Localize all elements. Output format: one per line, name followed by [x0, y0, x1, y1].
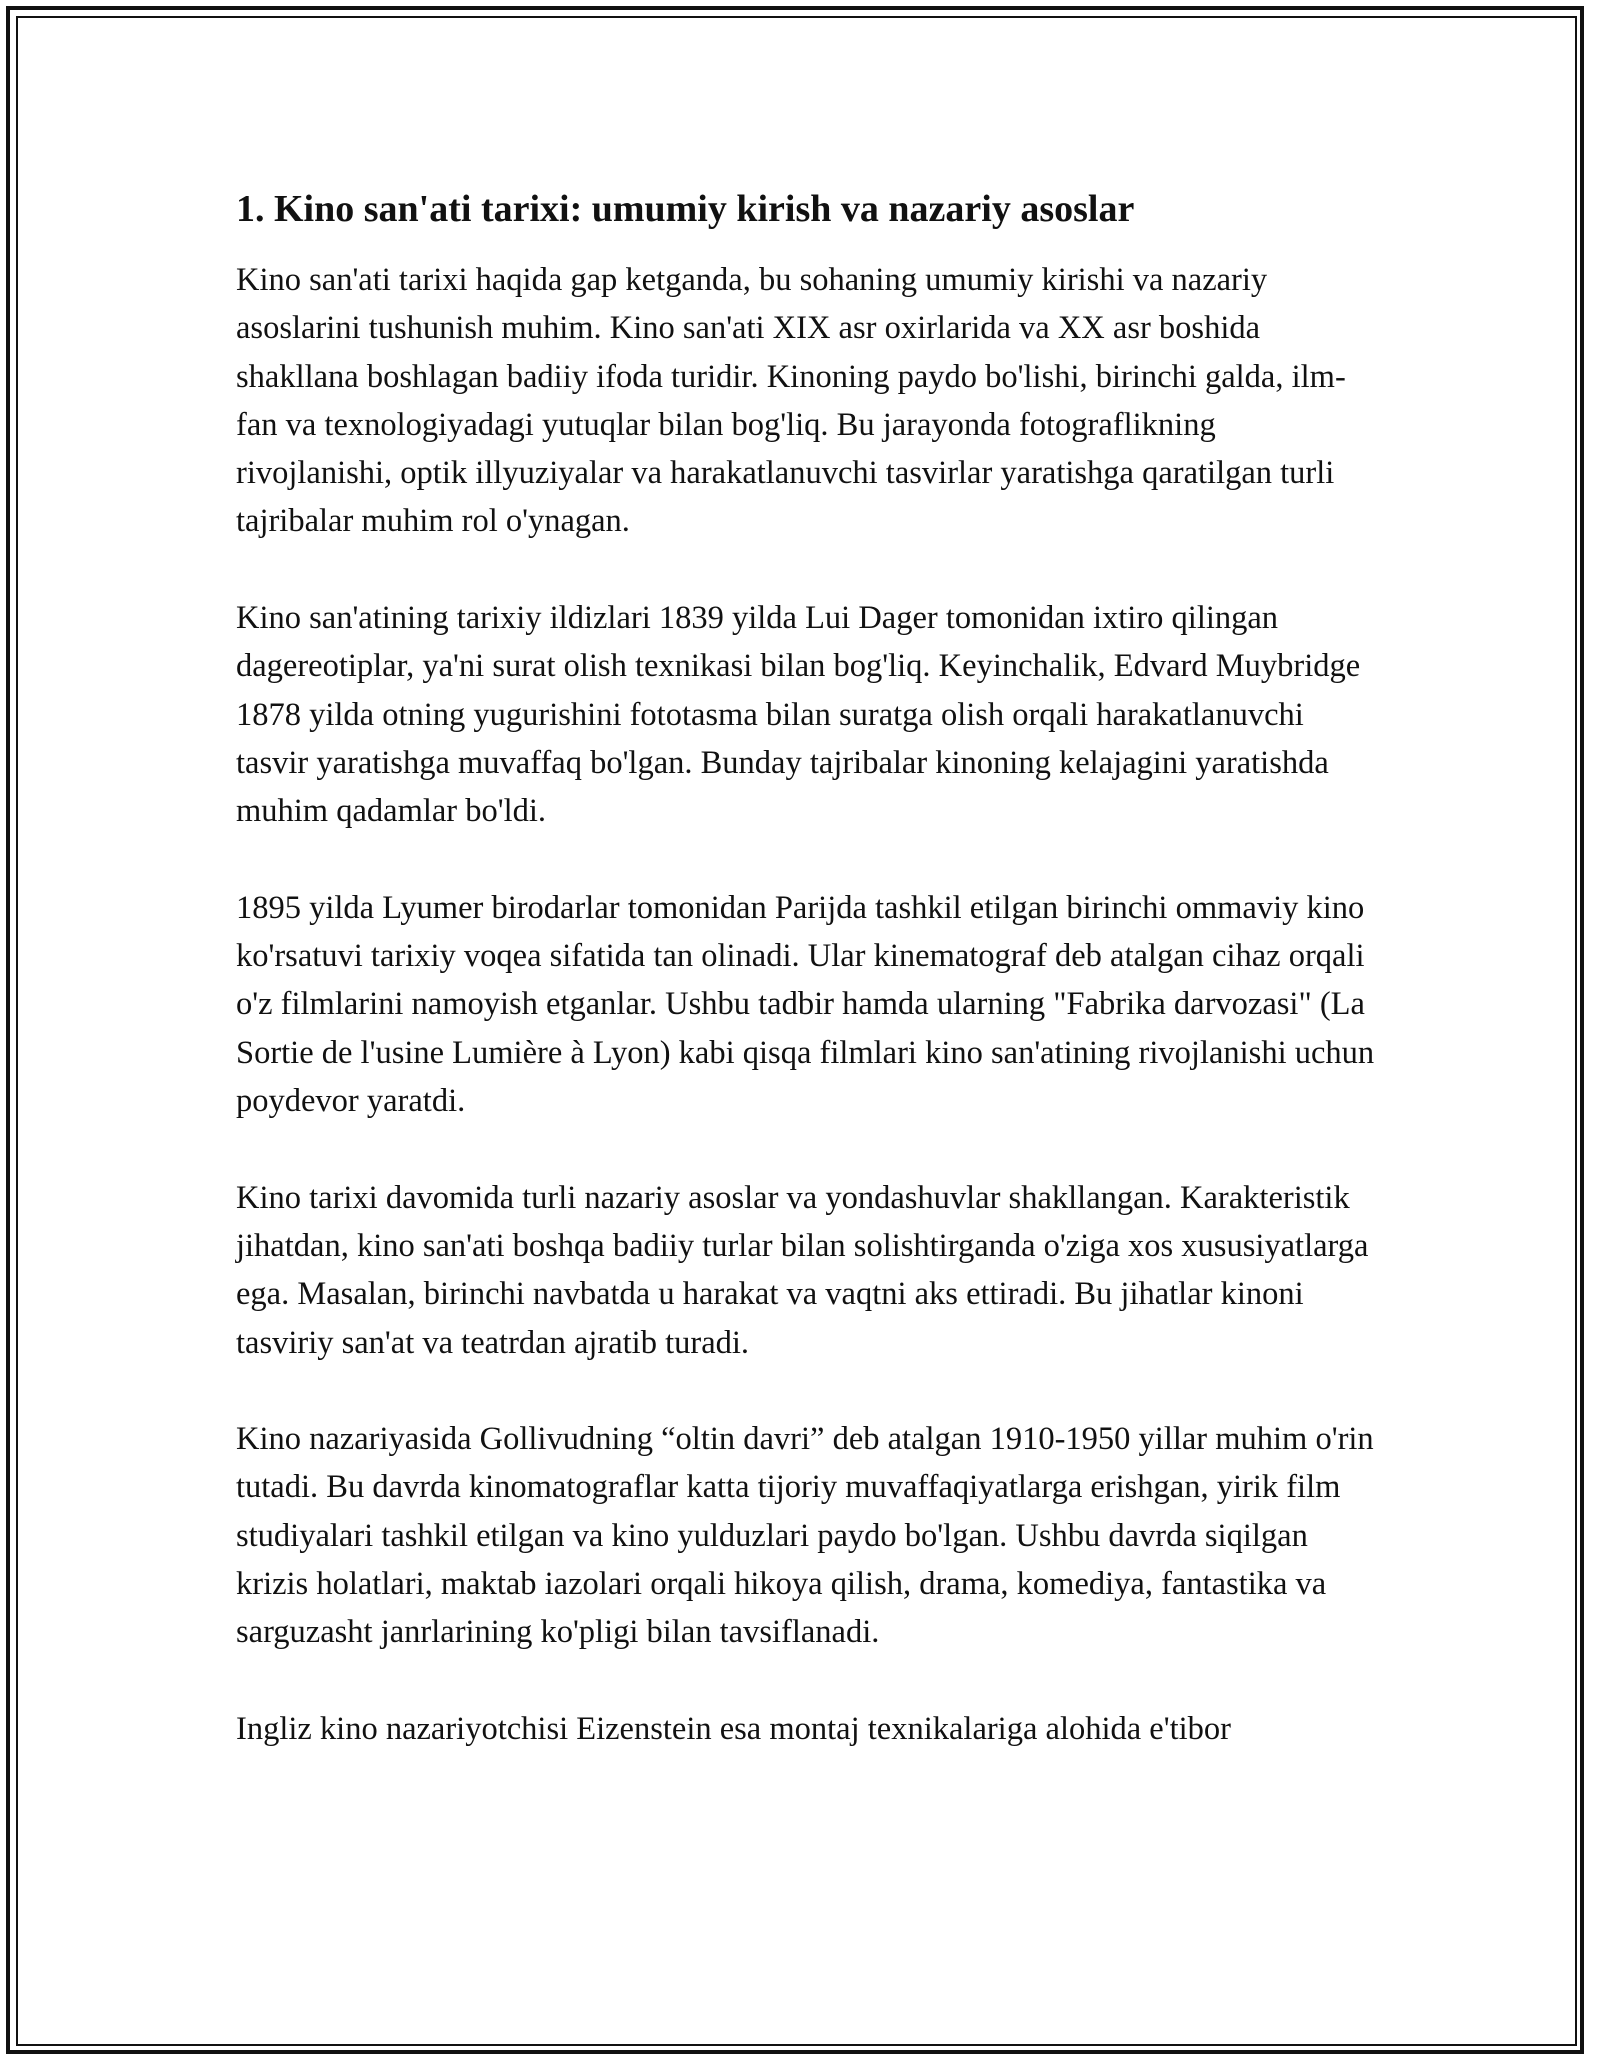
- paragraph-2: Kino san'atining tarixiy ildizlari 1839 yilda Lui Dager tomonidan ixtiro qilingan dagereotiplar, ya'ni surat olish texnikasi bilan bog'liq. Keyinchalik, Edvard Muybridge 1878 yilda otning yugurishini fototasma bilan suratga olish orqali harakatlanuvchi tasvir yaratishga muvaffaq bo'lgan. Bunday tajribalar kinoning kelajagini yaratishda muhim qadamlar bo'ldi.: [236, 600, 1361, 830]
- section-heading: 1. Kino san'ati tarixi: umumiy kirish va nazariy asoslar: [236, 188, 1135, 230]
- document-body: [236, 186, 1376, 1753]
- paragraph-6: Ingliz kino nazariyotchisi Eizenstein esa montaj texnikalariga alohida e'tibor: [236, 1710, 1231, 1747]
- paragraph-3: 1895 yilda Lyumer birodarlar tomonidan Parijda tashkil etilgan birinchi ommaviy kino ko'rsatuvi tarixiy voqea sifatida tan olinadi. Ular kinematograf deb atalgan cihaz orqali o'z filmlarini namoyish etganlar. Ushbu tadbir hamda ularning "Fabrika darvozasi" (La Sortie de l'usine Lumière à Lyon) kabi qisqa filmlari kino san'atining rivojlanishi uchun poydevor yaratdi.: [236, 889, 1375, 1120]
- paragraph-5: Kino nazariyasida Gollivudning “oltin davri” deb atalgan 1910-1950 yillar muhim o'rin tutadi. Bu davrda kinomatograflar katta tijoriy muvaffaqiyatlarga erishgan, yirik film studiyalari tashkil etilgan va kino yulduzlari paydo bo'lgan. Ushbu davrda siqilgan krizis holatlari, maktab iazolari orqali hikoya qilish, drama, komediya, fantastika va sarguzasht janrlarining ko'pligi bilan tavsiflanadi.: [236, 1421, 1374, 1651]
- paragraph-4: Kino tarixi davomida turli nazariy asoslar va yondashuvlar shakllangan. Karakteristik jihatdan, kino san'ati boshqa badiiy turlar bilan solishtirganda o'ziga xos xususiyatlarga ega. Masalan, birinchi navbatda u harakat va vaqtni aks ettiradi. Bu jihatlar kinoni tasviriy san'at va teatrdan ajratib turadi.: [236, 1179, 1369, 1361]
- paragraph-1: Kino san'ati tarixi haqida gap ketganda, bu sohaning umumiy kirishi va nazariy asoslarini tushunish muhim. Kino san'ati XIX asr oxirlarida va XX asr boshida shakllana boshlagan badiiy ifoda turidir. Kinoning paydo bo'lishi, birinchi galda, ilm-fan va texnologiyadagi yutuqlar bilan bog'liq. Bu jarayonda fotograflikning rivojlanishi, optik illyuziyalar va harakatlanuvchi tasvirlar yaratishga qaratilgan turli tajribalar muhim rol o'ynagan.: [236, 262, 1346, 540]
